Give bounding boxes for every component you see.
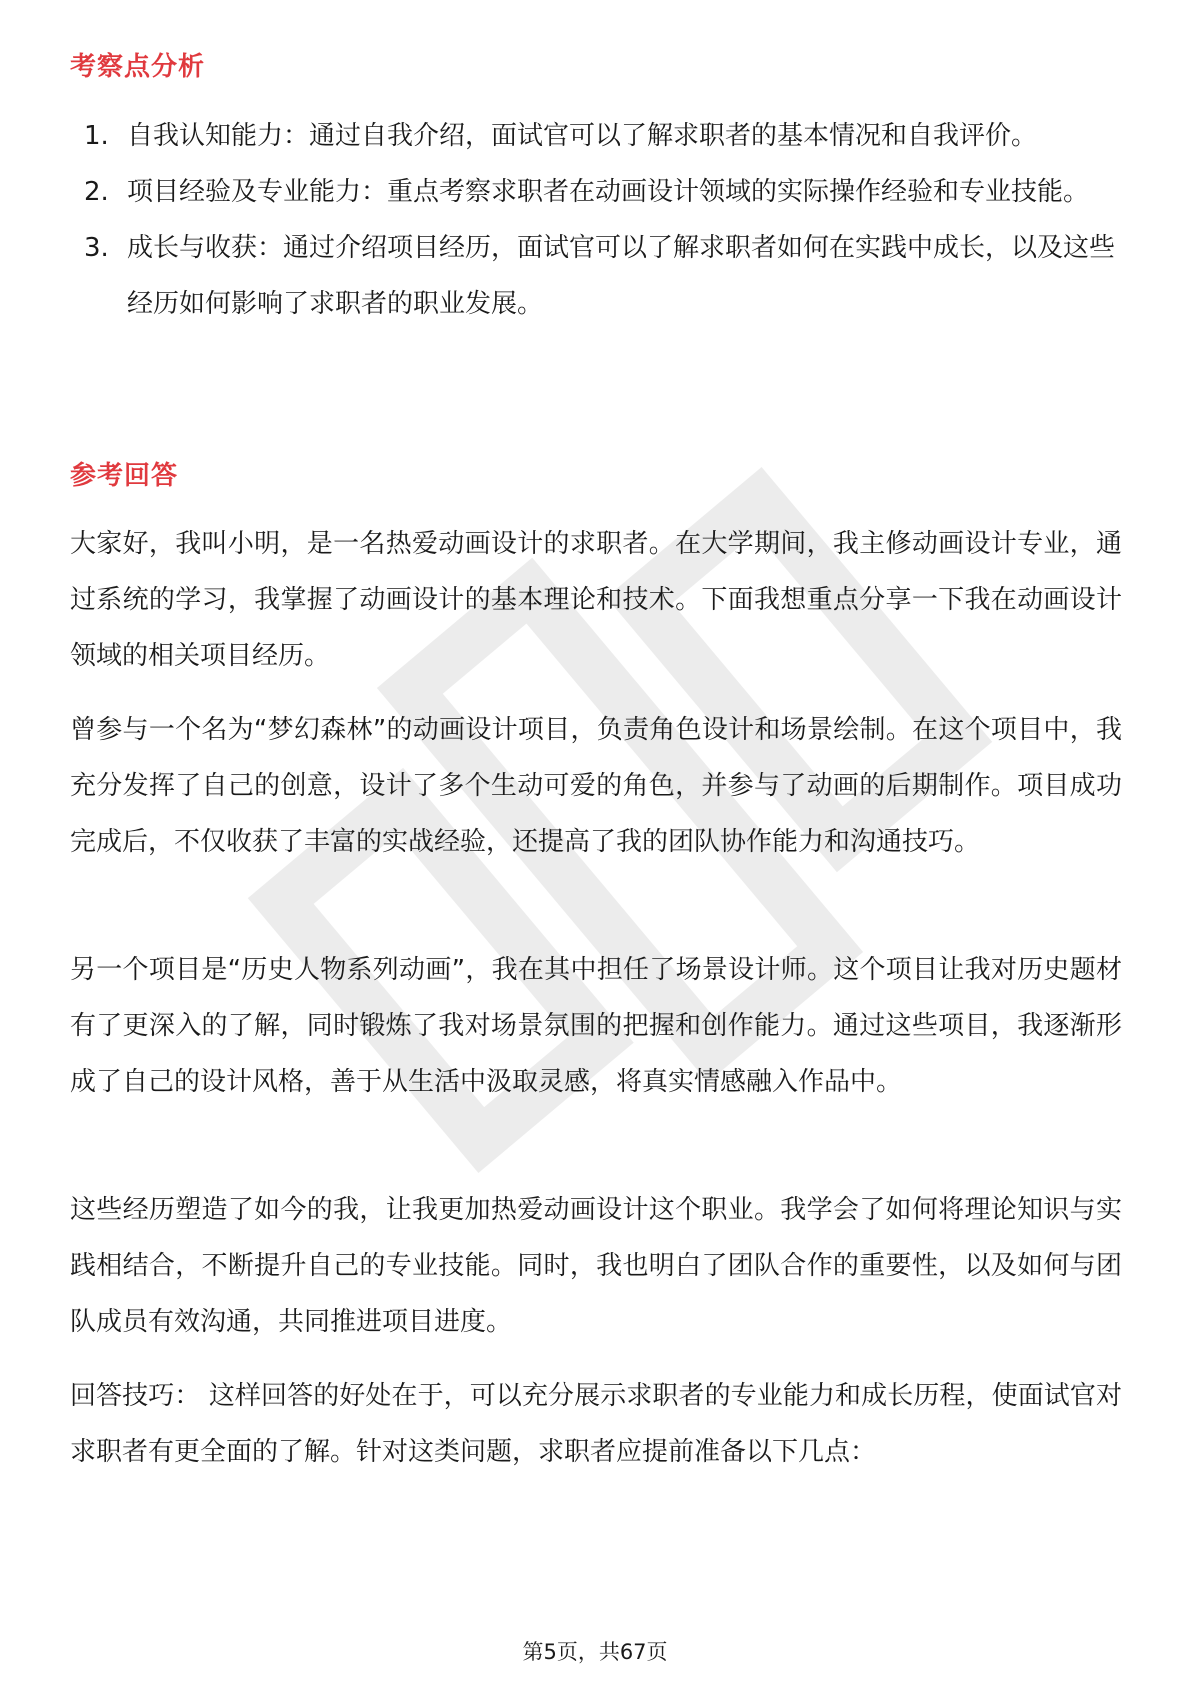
analysis-list [70, 108, 1120, 332]
answer-paragraph-1: 大家好，我叫小明，是一名热爱动画设计的求职者。在大学期间，我主修动画设计专业，通过系统的学习，我掌握了动画设计的基本理论和技术。下面我想重点分享一下我在动画设计领域的相关项目经历。 [70, 529, 1122, 671]
answer-paragraph-2: 曾参与一个名为“梦幻森林”的动画设计项目，负责角色设计和场景绘制。在这个项目中，我充分发挥了自己的创意，设计了多个生动可爱的角色，并参与了动画的后期制作。项目成功完成后，不仅收获了丰富的实战经验，还提高了我的团队协作能力和沟通技巧。 [70, 715, 1122, 857]
analysis-section-title: 考察点分析 [70, 52, 206, 82]
answer-section-title: 参考回答 [70, 461, 179, 491]
list-item [70, 220, 1120, 332]
list-item-text: 项目经验及专业能力：重点考察求职者在动画设计领域的实际操作经验和专业技能。 [127, 177, 1090, 207]
list-item [70, 164, 1120, 220]
list-item-text: 成长与收获：通过介绍项目经历，面试官可以了解求职者如何在实践中成长，以及这些经历如何影响了求职者的职业发展。 [127, 233, 1116, 319]
list-item [70, 108, 1120, 164]
answer-paragraph-4: 这些经历塑造了如今的我，让我更加热爱动画设计这个职业。我学会了如何将理论知识与实践相结合，不断提升自己的专业技能。同时，我也明白了团队合作的重要性，以及如何与团队成员有效沟通，共同推进项目进度。 [70, 1195, 1122, 1337]
answer-paragraph-3: 另一个项目是“历史人物系列动画”，我在其中担任了场景设计师。这个项目让我对历史题材有了更深入的了解，同时锻炼了我对场景氛围的把握和创作能力。通过这些项目，我逐渐形成了自己的设计风格，善于从生活中汲取灵感，将真实情感融入作品中。 [70, 955, 1122, 1097]
list-item-number: 1. [84, 121, 109, 151]
answer-tips-paragraph: 回答技巧： 这样回答的好处在于，可以充分展示求职者的专业能力和成长历程，使面试官对求职者有更全面的了解。针对这类问题，求职者应提前准备以下几点： [70, 1381, 1122, 1467]
list-item-number: 3. [84, 233, 109, 263]
list-item-number: 2. [84, 177, 109, 207]
list-item-text: 自我认知能力：通过自我介绍，面试官可以了解求职者的基本情况和自我评价。 [127, 121, 1038, 151]
page-number: 第5页，共67页 [522, 1640, 668, 1664]
